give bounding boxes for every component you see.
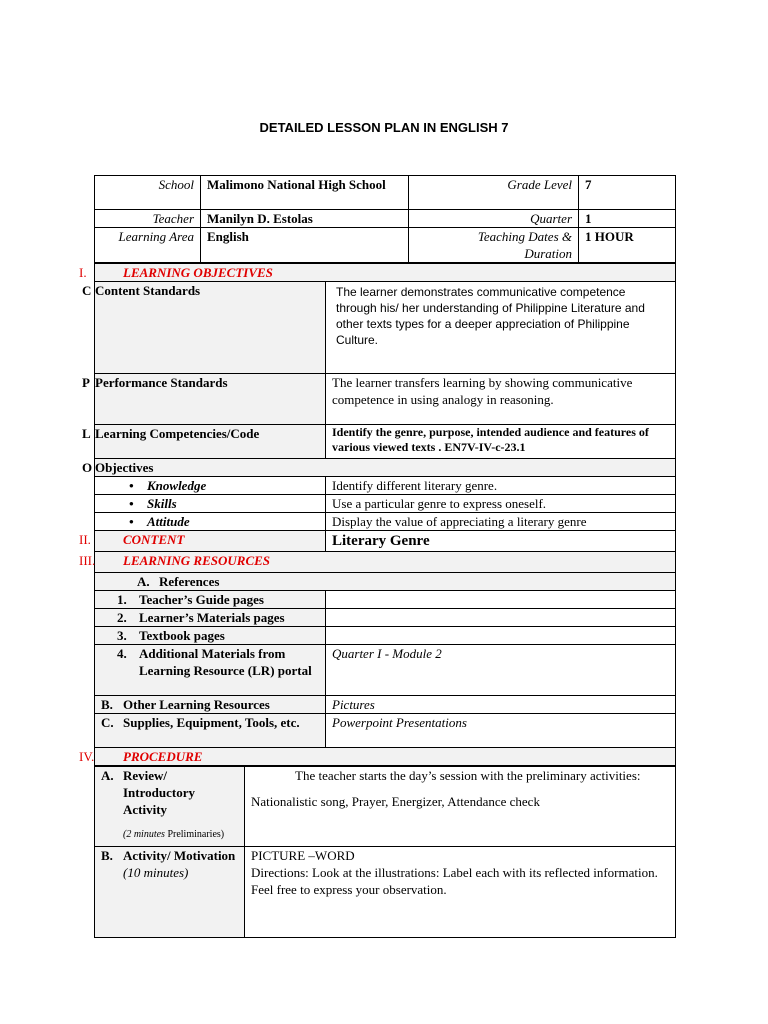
section-4-title: PROCEDURE [123,749,203,764]
objectives-table [79,263,676,766]
activity-label: B. Activity/ Motivation (10 minutes) [95,847,245,938]
quarter-label: Quarter [409,210,579,228]
teacher-value: Manilyn D. Estolas [201,210,409,228]
section-3-header [79,552,676,573]
learners-materials-value [326,609,676,627]
other-resources-value: Pictures [326,696,676,714]
objectives-label: O Objectives [95,459,676,477]
dates-label-line1: Teaching Dates & [477,229,572,244]
area-value: English [201,228,409,263]
additional-materials-value: Quarter I - Module 2 [326,645,676,696]
teachers-guide-value [326,591,676,609]
dates-value: 1 HOUR [579,228,676,263]
obj-lead: O [82,460,93,475]
review-text: The teacher starts the day’s session with the preliminary activities: Nationalistic song, Prayer, Energizer, Attendance check [245,767,676,847]
knowledge-text: Identify different literary genre. [326,477,676,495]
section-4-header [79,748,676,766]
competencies-text: Identify the genre, purpose, intended audience and features of various viewed texts . EN7V-IV-c-23.1 [326,425,676,459]
dates-label-line2: Duration [524,246,572,261]
references-row: A. References [95,573,676,591]
skills-label: • Skills [95,495,326,513]
supplies-label: C. Supplies, Equipment, Tools, etc. [95,714,326,748]
competencies-label: L Learning Competencies/Code [95,425,326,459]
section-4-roman: IV. [79,749,95,764]
teacher-label: Teacher [95,210,201,228]
quarter-value: 1 [579,210,676,228]
school-value: Malimono National High School [201,176,409,210]
attitude-text: Display the value of appreciating a literary genre [326,513,676,531]
review-label: A. Review/ Introductory Activity (2 minutes Preliminaries) [95,767,245,847]
section-2-title: CONTENT [123,532,185,547]
additional-materials-label: 4. Additional Materials from Learning Resource (LR) portal [95,645,326,696]
section-2-roman: II. [79,532,91,547]
activity-text: PICTURE –WORD Directions: Look at the illustrations: Label each with its reflected information. Feel free to express your observation. [245,847,676,938]
content-value: Literary Genre [326,531,676,552]
content-lead: C [82,283,92,298]
section-2-header [79,531,326,552]
section-1-header [79,264,676,282]
grade-value: 7 [579,176,676,210]
attitude-label: • Attitude [95,513,326,531]
textbook-value [326,627,676,645]
comp-lead: L [82,426,91,441]
area-label: Learning Area [95,228,201,263]
performance-standards-text: The learner transfers learning by showing communicative competence in using analogy in reasoning. [326,374,676,425]
section-3-title: LEARNING RESOURCES [123,553,271,568]
content-standards-text: The learner demonstrates communicative competence through his/ her understanding of Philippine Literature and other texts types for a deeper appreciation of Philippine Culture. [326,282,676,374]
other-resources-label: B. Other Learning Resources [95,696,326,714]
perf-lead: P [82,375,90,390]
section-1-roman: I. [79,265,87,280]
school-label: School [95,176,201,210]
content-standards-label: C Content Standards [95,282,326,374]
dates-label [409,228,579,263]
performance-standards-label: P Performance Standards [95,374,326,425]
review-time: (2 minutes Preliminaries) [123,829,225,840]
section-1-title: LEARNING OBJECTIVES [123,265,273,280]
procedure-table [94,766,676,938]
header-table [94,175,676,263]
lesson-plan [79,175,675,938]
page-title: DETAILED LESSON PLAN IN ENGLISH 7 [259,120,509,135]
knowledge-label: • Knowledge [95,477,326,495]
skills-text: Use a particular genre to express oneself. [326,495,676,513]
section-3-roman: III. [79,553,96,568]
activity-time: (10 minutes) [123,865,189,880]
supplies-value: Powerpoint Presentations [326,714,676,748]
learners-materials-label: 2. Learner’s Materials pages [95,609,326,627]
grade-label: Grade Level [409,176,579,210]
teachers-guide-label: 1. Teacher’s Guide pages [95,591,326,609]
textbook-label: 3. Textbook pages [95,627,326,645]
